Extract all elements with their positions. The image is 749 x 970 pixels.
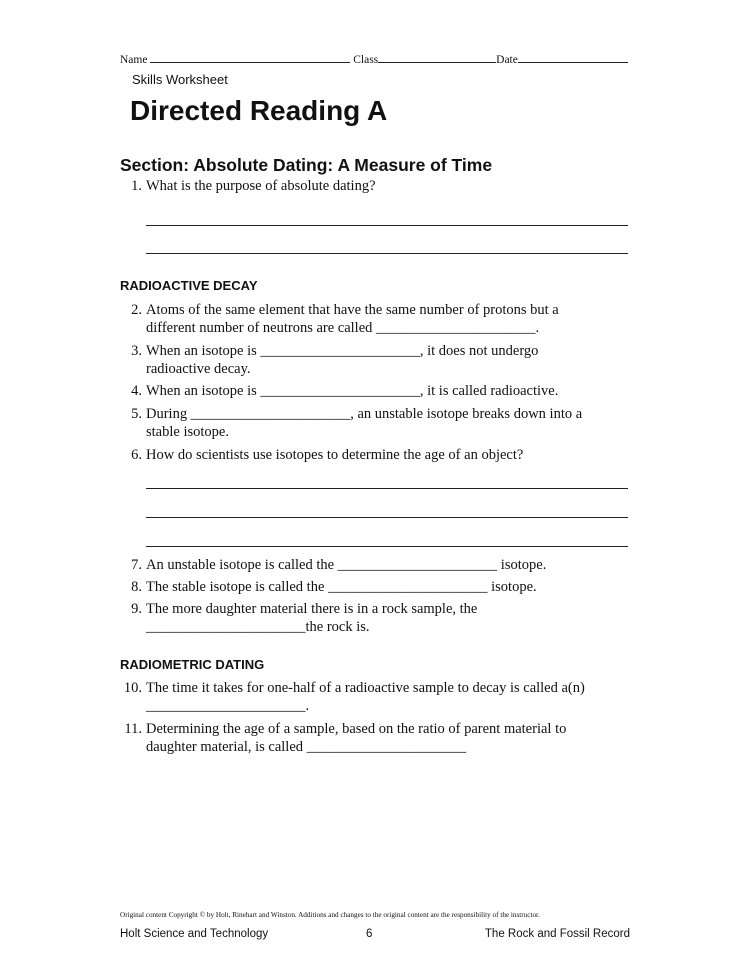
question-1 bbox=[120, 177, 376, 195]
answer-line[interactable] bbox=[146, 225, 628, 226]
answer-line[interactable] bbox=[146, 253, 628, 254]
question-text: ______________________the rock is. bbox=[146, 619, 370, 635]
class-label: Class bbox=[353, 54, 379, 66]
question-text: The time it takes for one-half of a radioactive sample to decay is called a(n) bbox=[146, 680, 585, 696]
question-text: Determining the age of a sample, based on the ratio of parent material to bbox=[146, 721, 567, 737]
section-heading: Section: Absolute Dating: A Measure of Time bbox=[120, 155, 493, 175]
page-number: 6 bbox=[366, 928, 373, 940]
question-text: Atoms of the same element that have the same number of protons but a bbox=[146, 302, 559, 318]
question-7 bbox=[120, 556, 546, 574]
question-text: 11. bbox=[124, 721, 142, 737]
question-8 bbox=[120, 578, 537, 596]
header-fields bbox=[120, 51, 628, 66]
question-2 bbox=[120, 301, 559, 337]
question-text: 2. bbox=[131, 302, 142, 318]
worksheet-type: Skills Worksheet bbox=[132, 72, 228, 87]
question-text: different number of neutrons are called ______________________. bbox=[146, 320, 540, 336]
question-10 bbox=[120, 679, 585, 715]
question-text: An unstable isotope is called the ______________________ isotope. bbox=[146, 557, 547, 573]
question-text: How do scientists use isotopes to determine the age of an object? bbox=[146, 447, 524, 463]
question-6 bbox=[120, 446, 523, 464]
name-label: Name bbox=[120, 54, 148, 66]
question-text: 10. bbox=[123, 680, 142, 696]
question-text: 3. bbox=[131, 343, 142, 359]
question-text: 4. bbox=[131, 383, 142, 399]
question-text: ______________________. bbox=[146, 698, 310, 714]
question-text: The more daughter material there is in a rock sample, the bbox=[146, 601, 478, 617]
question-text: What is the purpose of absolute dating? bbox=[146, 178, 376, 194]
question-5 bbox=[120, 405, 582, 441]
footer-left: Holt Science and Technology bbox=[120, 928, 269, 940]
question-text: During ______________________, an unstable isotope breaks down into a bbox=[146, 406, 583, 422]
answer-line[interactable] bbox=[146, 488, 628, 489]
copyright-notice: Original content Copyright © by Holt, Rinehart and Winston. Additions and changes to the original content are the responsibility of the instructor. bbox=[120, 911, 540, 919]
question-text: The stable isotope is called the ______________________ isotope. bbox=[146, 579, 537, 595]
question-3 bbox=[120, 342, 538, 378]
subheading-radiometric-dating: RADIOMETRIC DATING bbox=[120, 657, 265, 672]
subheading-radioactive-decay: RADIOACTIVE DECAY bbox=[120, 278, 258, 293]
question-text: 5. bbox=[131, 406, 142, 422]
question-9 bbox=[120, 600, 477, 636]
footer-right: The Rock and Fossil Record bbox=[484, 928, 630, 940]
class-field[interactable] bbox=[378, 51, 496, 63]
question-text: stable isotope. bbox=[146, 424, 229, 440]
question-text: 7. bbox=[131, 557, 142, 573]
question-text: When an isotope is ______________________, it does not undergo bbox=[146, 343, 539, 359]
question-text: 6. bbox=[131, 447, 142, 463]
page-title: Directed Reading A bbox=[130, 95, 388, 126]
answer-line[interactable] bbox=[146, 546, 628, 547]
question-text: 1. bbox=[131, 178, 142, 194]
question-4 bbox=[120, 382, 558, 400]
answer-line[interactable] bbox=[146, 517, 628, 518]
question-text: When an isotope is ______________________, it is called radioactive. bbox=[146, 383, 559, 399]
question-text: daughter material, is called ______________________ bbox=[146, 739, 467, 755]
name-field[interactable] bbox=[150, 51, 350, 63]
date-label: Date bbox=[496, 54, 518, 66]
question-11 bbox=[120, 720, 566, 756]
question-text: radioactive decay. bbox=[146, 361, 251, 377]
question-text: 9. bbox=[131, 601, 142, 617]
date-field[interactable] bbox=[518, 51, 628, 63]
question-text: 8. bbox=[131, 579, 142, 595]
